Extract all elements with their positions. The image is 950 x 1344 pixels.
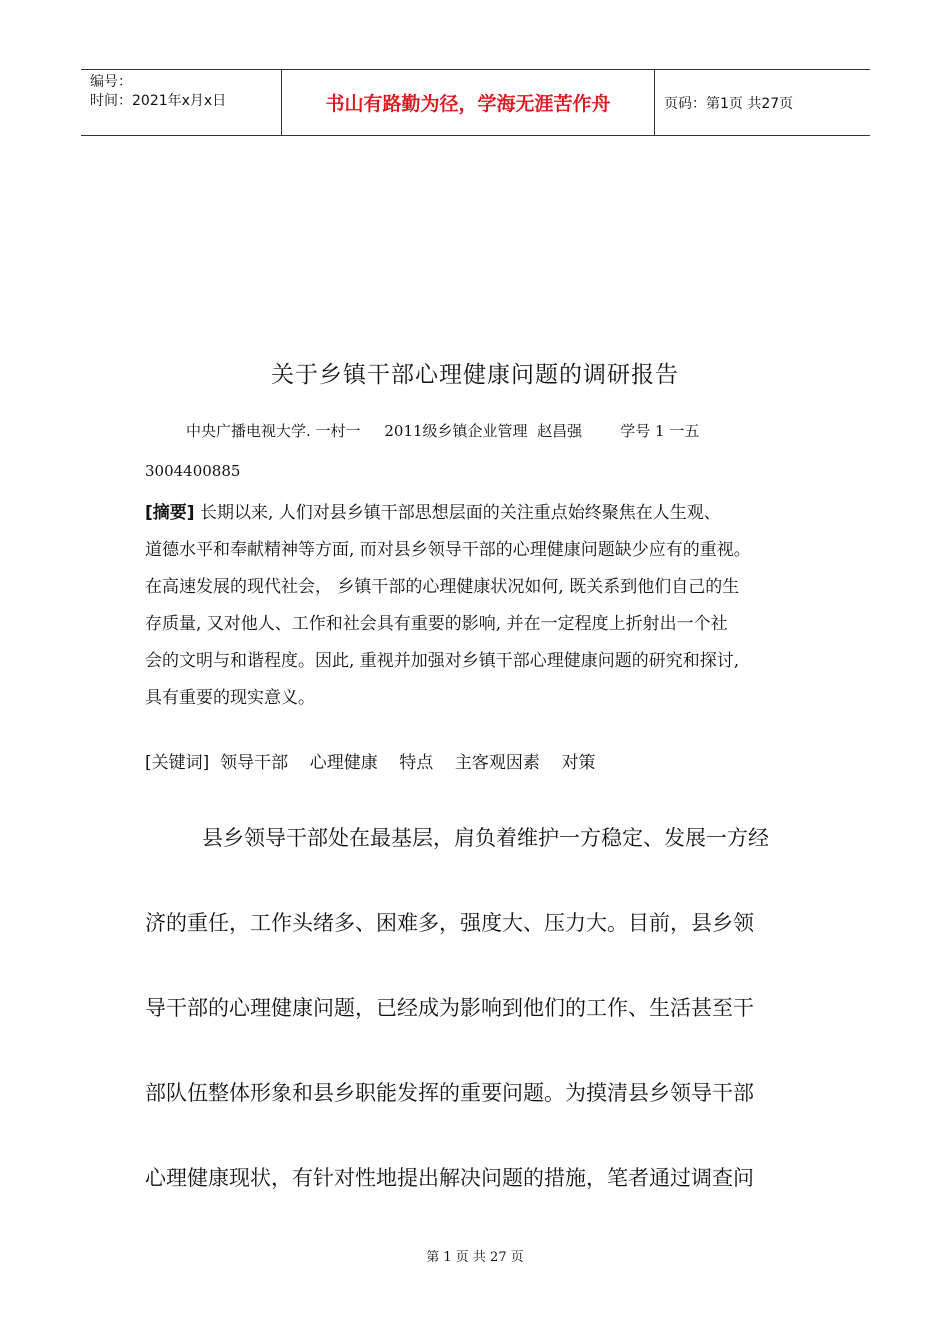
serial-label: 编号：: [90, 74, 132, 90]
page-footer: 第 1 页 共 27 页: [426, 1250, 524, 1265]
abstract-text: 长期以来, 人们对县乡镇干部思想层面的关注重点始终聚焦在人生观、: [199, 503, 721, 523]
author-line: 中央广播电视大学. 一村一 2011级乡镇企业管理 赵昌强 学号 1 一五: [186, 422, 700, 440]
abstract-line: 存质量, 又对他人、工作和社会具有重要的影响, 并在一定程度上折射出一个社: [145, 614, 728, 634]
body-line: 导干部的心理健康问题，已经成为影响到他们的工作、生活甚至干: [145, 996, 754, 1020]
body-line: 县乡领导干部处在最基层，肩负着维护一方稳定、发展一方经: [202, 826, 769, 850]
page-header: [81, 69, 870, 136]
document-title: 关于乡镇干部心理健康问题的调研报告: [271, 362, 679, 388]
time-label: 时间：2021年x月x日: [90, 93, 227, 109]
abstract-line: 具有重要的现实意义。: [145, 688, 315, 708]
abstract: [145, 495, 815, 717]
body-line: 部队伍整体形象和县乡职能发挥的重要问题。为摸清县乡领导干部: [145, 1081, 754, 1105]
keywords-label: [关键词]: [145, 753, 210, 773]
header-meta: [81, 70, 282, 135]
abstract-line: [145, 495, 815, 532]
abstract-line: 在高速发展的现代社会， 乡镇干部的心理健康状况如何, 既关系到他们自己的生: [145, 577, 740, 597]
abstract-line: 道德水平和奉献精神等方面, 而对县乡领导干部的心理健康问题缺少应有的重视。: [145, 540, 751, 560]
abstract-line: 会的文明与和谐程度。因此, 重视并加强对乡镇干部心理健康问题的研究和探讨,: [145, 651, 740, 671]
header-motto: 书山有路勤为径，学海无涯苦作舟: [282, 70, 655, 135]
body-text: [145, 796, 825, 1221]
keywords-list: 领导干部 心理健康 特点 主客观因素 对策: [209, 753, 596, 773]
header-page-info: 页码：第1页 共27页: [664, 95, 794, 112]
keywords-line: [145, 748, 596, 773]
abstract-label: [摘要]: [145, 503, 195, 523]
student-number: 3004400885: [145, 462, 241, 480]
body-line: 济的重任，工作头绪多、困难多，强度大、压力大。目前，县乡领: [145, 911, 754, 935]
body-line: 心理健康现状，有针对性地提出解决问题的措施，笔者通过调查问: [145, 1166, 754, 1190]
